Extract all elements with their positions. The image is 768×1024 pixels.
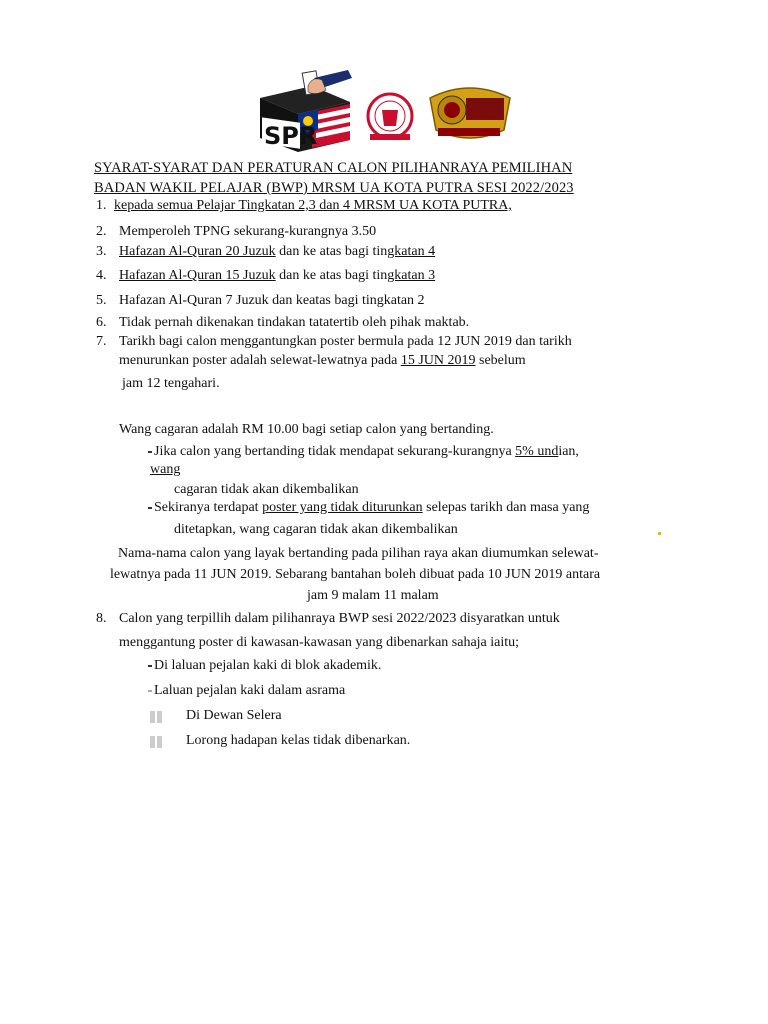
item-text: Hafazan Al-Quran 15 Juzuk dan ke atas bagi tingkatan 3 bbox=[119, 268, 436, 283]
bullet-icon bbox=[148, 451, 152, 453]
location-item: Laluan pejalan kaki dalam asrama bbox=[148, 683, 345, 699]
bullet-icon bbox=[150, 711, 166, 723]
location-item: Di Dewan Selera bbox=[186, 708, 282, 723]
item-number: 4. bbox=[96, 268, 107, 283]
deposit-condition: wang bbox=[150, 462, 181, 477]
item-text: Memperoleh TPNG sekurang-kurangnya 3.50 bbox=[119, 224, 377, 239]
item-text: menggantung poster di kawasan-kawasan yang dibenarkan sahaja iaitu; bbox=[119, 635, 520, 650]
item-text: menurunkan poster adalah selewat-lewatnya pada 15 JUN 2019 sebelum bbox=[119, 353, 526, 368]
item-number: 1. bbox=[96, 198, 107, 213]
announcement-text: jam 9 malam 11 malam bbox=[307, 588, 439, 603]
deposit-condition: Sekiranya terdapat poster yang tidak diturunkan selepas tarikh dan masa yang bbox=[148, 500, 589, 516]
svg-text:SPR: SPR bbox=[264, 122, 318, 150]
stray-dot bbox=[658, 532, 661, 535]
item-number: 5. bbox=[96, 293, 107, 308]
header-logos bbox=[252, 68, 522, 158]
item-text: Calon yang terpillih dalam pilihanraya BWP sesi 2022/2023 disyaratkan untuk bbox=[119, 611, 560, 626]
bullet-icon bbox=[148, 665, 152, 667]
spr-logo bbox=[252, 68, 522, 158]
item-number: 7. bbox=[96, 334, 107, 349]
document-title-line2: BADAN WAKIL PELAJAR (BWP) MRSM UA KOTA PUTRA SESI 2022/2023 bbox=[94, 180, 574, 196]
item-text: Hafazan Al-Quran 7 Juzuk dan keatas bagi tingkatan 2 bbox=[119, 293, 425, 308]
item-number: 3. bbox=[96, 244, 107, 259]
bullet-icon bbox=[150, 736, 166, 748]
bullet-icon bbox=[148, 507, 152, 509]
location-item: Di laluan pejalan kaki di blok akademik. bbox=[148, 658, 381, 674]
deposit-text: Wang cagaran adalah RM 10.00 bagi setiap calon yang bertanding. bbox=[119, 422, 494, 437]
announcement-text: lewatnya pada 11 JUN 2019. Sebarang bantahan boleh dibuat pada 10 JUN 2019 antara bbox=[110, 567, 601, 582]
document-title-line1: SYARAT-SYARAT DAN PERATURAN CALON PILIHANRAYA PEMILIHAN bbox=[94, 160, 573, 176]
item-text: Tarikh bagi calon menggantungkan poster bermula pada 12 JUN 2019 dan tarikh bbox=[119, 334, 572, 349]
location-item: Lorong hadapan kelas tidak dibenarkan. bbox=[186, 733, 411, 748]
deposit-condition: cagaran tidak akan dikembalikan bbox=[174, 482, 359, 497]
item-text: jam 12 tengahari. bbox=[122, 376, 220, 391]
item-text: Tidak pernah dikenakan tindakan tatatertib oleh pihak maktab. bbox=[119, 315, 470, 330]
announcement-text: Nama-nama calon yang layak bertanding pada pilihan raya akan diumumkan selewat- bbox=[118, 546, 599, 561]
deposit-condition: Jika calon yang bertanding tidak mendapat sekurang-kurangnya 5% undian, bbox=[148, 444, 579, 460]
item-text: kepada semua Pelajar Tingkatan 2,3 dan 4 MRSM UA KOTA PUTRA, bbox=[114, 198, 512, 213]
item-number: 2. bbox=[96, 224, 107, 239]
item-number: 6. bbox=[96, 315, 107, 330]
bullet-icon bbox=[148, 690, 152, 692]
deposit-condition: ditetapkan, wang cagaran tidak akan dikembalikan bbox=[174, 522, 458, 537]
item-text: Hafazan Al-Quran 20 Juzuk dan ke atas bagi tingkatan 4 bbox=[119, 244, 436, 259]
item-number: 8. bbox=[96, 611, 107, 626]
